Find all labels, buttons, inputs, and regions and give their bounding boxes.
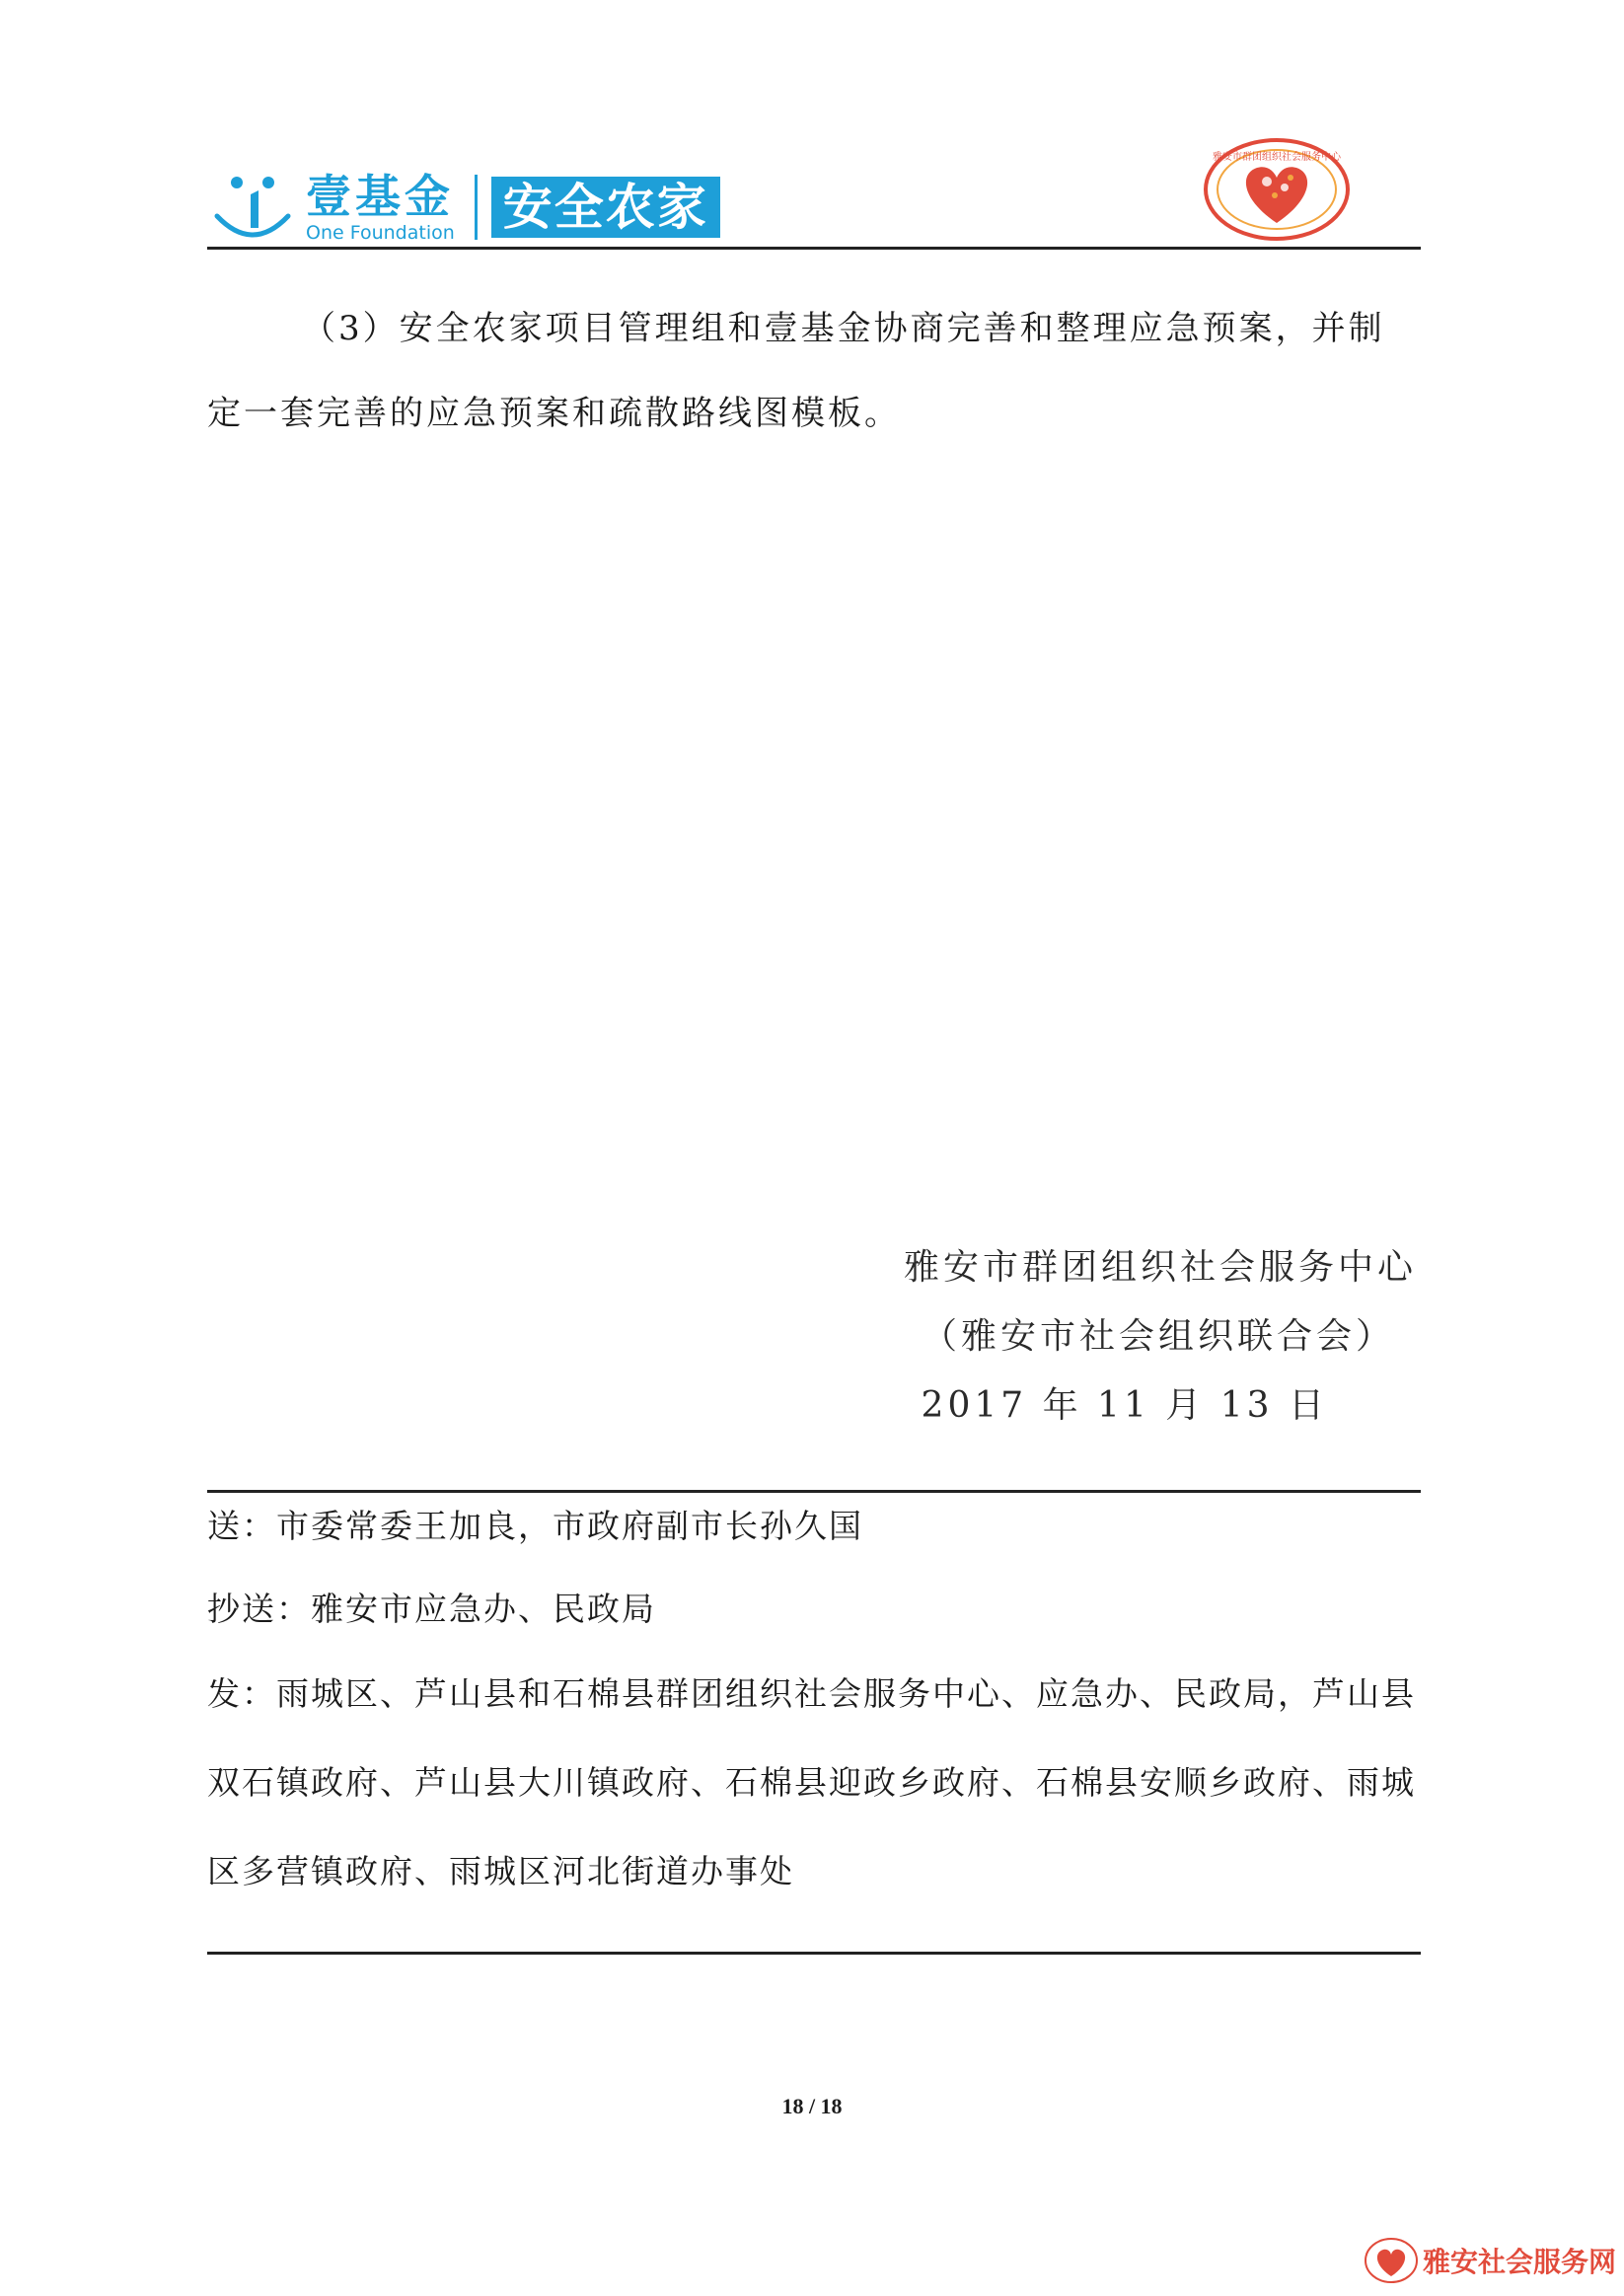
distribution-list <box>207 1488 1421 1942</box>
page-number: 18 / 18 <box>781 2094 843 2118</box>
watermark-text: 雅安社会服务网 <box>1422 2246 1616 2278</box>
site-watermark <box>1364 2237 1616 2284</box>
body-text <box>207 286 1421 456</box>
issue-line: 发：雨城区、芦山县和石棉县群团组织社会服务中心、应急办、民政局，芦山县双石镇政府、芦山县大川镇政府、石棉县迎政乡政府、石棉县安顺乡政府、雨城区多营镇政府、雨城区河北街道办事处 <box>207 1674 1416 1890</box>
cc-line: 抄送：雅安市应急办、民政局 <box>207 1590 656 1628</box>
signature-org: 雅安市群团组织社会服务中心 <box>903 1247 1417 1288</box>
brand-divider <box>475 175 478 240</box>
smile-logo-icon <box>207 171 298 244</box>
header-rule <box>207 247 1421 250</box>
page-header <box>207 138 1421 249</box>
organization-seal-icon <box>1202 138 1352 241</box>
signature-block <box>904 1233 1417 1441</box>
heart-logo-icon <box>1364 2237 1419 2284</box>
send-line: 送：市委常委王加良，市政府副市长孙久国 <box>207 1507 863 1545</box>
signature-alt-org: （雅安市社会组织联合会） <box>921 1316 1395 1357</box>
distribution-bottom-rule <box>207 1952 1421 1955</box>
one-foundation-brand <box>207 170 720 244</box>
paragraph: （3）安全农家项目管理组和壹基金协商完善和整理应急预案，并制定一套完善的应急预案和疏散路线图模板。 <box>207 309 1385 433</box>
project-label: 安全农家 <box>491 177 720 238</box>
logo-en-text: One Foundation <box>306 222 455 244</box>
logo-cn-text: 壹基金 <box>306 170 454 223</box>
signature-date: 2017 年 11 月 13 日 <box>921 1385 1328 1426</box>
seal-text: 雅安市群团组织社会服务中心 <box>1213 152 1341 163</box>
